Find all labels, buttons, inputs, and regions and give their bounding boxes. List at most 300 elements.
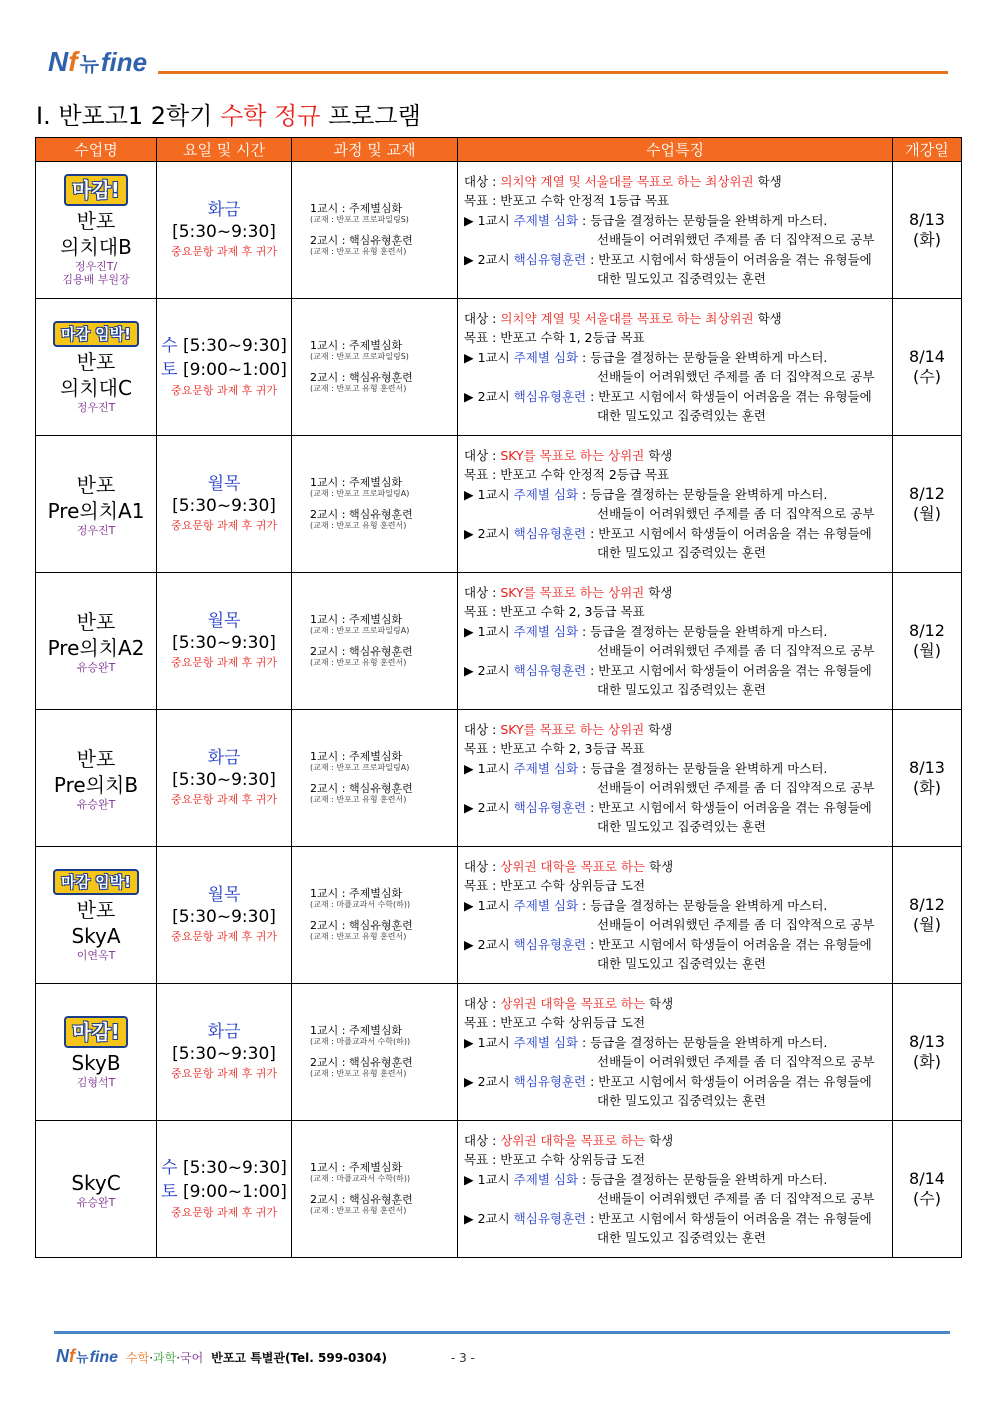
feature-goal: 목표 : 반포고 수학 상위등급 도전 [464, 1152, 646, 1167]
feature-lesson1 [464, 211, 892, 231]
teacher-name: 유승완T [76, 1195, 116, 1209]
lesson2-highlight: 핵심유형훈련 [513, 1210, 587, 1226]
target-label: 대상 : [464, 995, 501, 1011]
start-date: 8/14 [909, 347, 945, 366]
lesson2-textbook: (교재 : 반포고 유형 훈련서) [310, 1069, 407, 1078]
target-highlight: 상위권 대학을 목표로 하는 [500, 858, 646, 874]
page-header [44, 44, 948, 80]
subject-dot: · [176, 1351, 181, 1365]
class-name-line1: 반포 [76, 472, 116, 497]
class-day: 수 [161, 336, 178, 356]
features-cell [458, 436, 893, 573]
lesson1-text: : 등급을 결정하는 문항들을 완벽하게 마스터. [578, 623, 828, 639]
lesson2-highlight: 핵심유형훈련 [513, 525, 587, 541]
lesson2-highlight: 핵심유형훈련 [513, 662, 587, 678]
target-highlight: SKY를 목표로 하는 상위권 [500, 721, 645, 737]
footer-logo-korean: 뉴 [76, 1351, 89, 1366]
col-header-course: 과정 및 교재 [292, 138, 458, 162]
homework-note: 중요문항 과제 후 귀가 [170, 1206, 278, 1219]
target-label: 대상 : [464, 721, 501, 737]
feature-lesson2 [464, 250, 892, 270]
lesson1-textbook: (교재 : 반포고 프로파일링A) [310, 626, 410, 635]
target-suffix: 학생 [644, 584, 673, 600]
lesson2-title: 2교시 : 핵심유형훈련 [310, 1193, 413, 1206]
class-cell [36, 710, 157, 847]
class-name-line2: Pre의치B [53, 772, 139, 797]
closing-badge: 마감! [64, 1016, 128, 1048]
lesson1-title: 1교시 : 주제별심화 [310, 339, 403, 352]
teacher-name: 정우진T/ [74, 260, 118, 273]
feature-lesson2 [464, 1072, 892, 1092]
class-name-line1: SkyC [71, 1170, 121, 1195]
class-name-line1: 반포 [76, 609, 116, 634]
features-cell [458, 162, 893, 299]
class-name-line1: 반포 [76, 897, 116, 922]
lesson2-text: : 반포고 시험에서 학생들이 어려움을 겪는 유형들에 [586, 388, 872, 404]
lesson1-textbook: (교재 : 반포고 프로파일링S) [310, 215, 409, 224]
lesson2-title: 2교시 : 핵심유형훈련 [310, 371, 413, 384]
lesson2-highlight: 핵심유형훈련 [513, 251, 587, 267]
class-cell [36, 299, 157, 436]
table-row [36, 299, 962, 436]
footer-branch: 반포고 특별관(Tel. 599-0304) [211, 1351, 387, 1365]
target-suffix: 학생 [644, 447, 673, 463]
class-cell [36, 436, 157, 573]
feature-lesson2-cont: 대한 밀도있고 집중력있는 훈련 [597, 1230, 766, 1245]
brand-logo [48, 46, 147, 78]
lesson2-title: 2교시 : 핵심유형훈련 [310, 508, 413, 521]
schedule-cell [157, 162, 292, 299]
homework-note: 중요문항 과제 후 귀가 [170, 384, 278, 397]
lesson2-text: : 반포고 시험에서 학생들이 어려움을 겪는 유형들에 [586, 525, 872, 541]
class-day: 수 [161, 1158, 178, 1178]
lesson1-label: ▶ 1교시 [464, 897, 514, 913]
class-name-line2: 의치대B [60, 235, 132, 259]
class-time: [5:30~9:30] [177, 336, 287, 356]
col-header-start: 개강일 [893, 138, 962, 162]
feature-lesson2-cont: 대한 밀도있고 집중력있는 훈련 [597, 956, 766, 971]
feature-lesson2 [464, 1209, 892, 1229]
lesson1-textbook: (교재 : 마플교과서 수학(하)) [310, 1174, 411, 1183]
schedule-cell [157, 710, 292, 847]
closing-badge: 마감! [64, 174, 128, 206]
target-highlight: 의치약 계열 및 서울대를 목표로 하는 최상위권 [500, 310, 754, 326]
class-cell [36, 573, 157, 710]
target-highlight: 의치약 계열 및 서울대를 목표로 하는 최상위권 [500, 173, 754, 189]
lesson2-text: : 반포고 시험에서 학생들이 어려움을 겪는 유형들에 [586, 799, 872, 815]
class-name-line1: 반포 [76, 209, 116, 233]
lesson1-highlight: 주제별 심화 [513, 623, 579, 639]
start-cell [893, 436, 962, 573]
feature-lesson1 [464, 759, 892, 779]
lesson1-highlight: 주제별 심화 [513, 349, 579, 365]
feature-target [464, 1131, 892, 1151]
col-header-class: 수업명 [36, 138, 157, 162]
lesson1-highlight: 주제별 심화 [513, 760, 579, 776]
feature-goal: 목표 : 반포고 수학 2, 3등급 목표 [464, 604, 645, 619]
schedule-cell [157, 1121, 292, 1258]
start-date: 8/13 [909, 1032, 945, 1051]
table-row [36, 710, 962, 847]
class-name-line2: 의치대C [60, 375, 132, 400]
lesson1-title: 1교시 : 주제별심화 [310, 1024, 403, 1037]
lesson2-text: : 반포고 시험에서 학생들이 어려움을 겪는 유형들에 [586, 251, 872, 267]
lesson2-label: ▶ 2교시 [464, 388, 514, 404]
features-cell [458, 299, 893, 436]
target-highlight: 상위권 대학을 목표로 하는 [500, 1132, 646, 1148]
lesson1-highlight: 주제별 심화 [513, 486, 579, 502]
start-date: 8/13 [909, 210, 945, 229]
lesson2-highlight: 핵심유형훈련 [513, 388, 587, 404]
table-row [36, 436, 962, 573]
features-cell [458, 710, 893, 847]
feature-lesson1-cont: 선배들이 어려워했던 주제를 좀 더 집약적으로 공부 [597, 780, 875, 795]
target-highlight: SKY를 목표로 하는 상위권 [500, 584, 645, 600]
lesson1-text: : 등급을 결정하는 문항들을 완벽하게 마스터. [578, 349, 828, 365]
lesson2-highlight: 핵심유형훈련 [513, 799, 587, 815]
class-day: 월목 [207, 474, 241, 494]
class-time: [5:30~9:30] [172, 496, 276, 516]
lesson2-title: 2교시 : 핵심유형훈련 [310, 782, 413, 795]
feature-target [464, 857, 892, 877]
feature-lesson2-cont: 대한 밀도있고 집중력있는 훈련 [597, 408, 766, 423]
course-cell [292, 573, 458, 710]
footer-logo-n: N [56, 1346, 69, 1366]
feature-lesson1 [464, 896, 892, 916]
homework-note: 중요문항 과제 후 귀가 [170, 245, 278, 258]
target-suffix: 학생 [645, 858, 674, 874]
feature-lesson2 [464, 661, 892, 681]
lesson1-title: 1교시 : 주제별심화 [310, 202, 403, 215]
lesson1-highlight: 주제별 심화 [513, 212, 579, 228]
start-date: 8/12 [909, 895, 945, 914]
lesson2-textbook: (교재 : 반포고 유형 훈련서) [310, 658, 407, 667]
class-cell [36, 984, 157, 1121]
title-prefix: Ⅰ. 반포고1 2학기 [36, 102, 221, 130]
lesson2-label: ▶ 2교시 [464, 1073, 514, 1089]
lesson1-label: ▶ 1교시 [464, 486, 514, 502]
target-suffix: 학생 [645, 1132, 674, 1148]
col-header-schedule: 요일 및 시간 [157, 138, 292, 162]
target-suffix: 학생 [645, 995, 674, 1011]
class-time: [5:30~9:30] [172, 770, 276, 790]
lesson2-text: : 반포고 시험에서 학생들이 어려움을 겪는 유형들에 [586, 1073, 872, 1089]
lesson1-highlight: 주제별 심화 [513, 1171, 579, 1187]
feature-target [464, 172, 892, 192]
course-cell [292, 436, 458, 573]
feature-lesson1-cont: 선배들이 어려워했던 주제를 좀 더 집약적으로 공부 [597, 643, 875, 658]
footer-subjects [126, 1349, 203, 1366]
lesson2-textbook: (교재 : 반포고 유형 훈련서) [310, 795, 407, 804]
teacher-name: 유승완T [76, 797, 116, 811]
class-name-line1: 반포 [76, 349, 116, 374]
feature-lesson2 [464, 387, 892, 407]
feature-target [464, 994, 892, 1014]
class-name-line2: Pre의치A2 [47, 635, 145, 660]
start-weekday: (화) [913, 230, 941, 249]
class-day: 토 [161, 360, 178, 380]
feature-lesson2 [464, 935, 892, 955]
feature-lesson1 [464, 1033, 892, 1053]
start-weekday: (수) [913, 367, 941, 386]
target-label: 대상 : [464, 173, 501, 189]
start-weekday: (월) [913, 504, 941, 523]
lesson2-highlight: 핵심유형훈련 [513, 1073, 587, 1089]
lesson1-label: ▶ 1교시 [464, 1034, 514, 1050]
feature-lesson2 [464, 524, 892, 544]
feature-goal: 목표 : 반포고 수학 1, 2등급 목표 [464, 330, 645, 345]
lesson2-title: 2교시 : 핵심유형훈련 [310, 919, 413, 932]
feature-lesson2-cont: 대한 밀도있고 집중력있는 훈련 [597, 545, 766, 560]
class-name-line2: SkyA [71, 923, 121, 948]
course-cell [292, 1121, 458, 1258]
start-cell [893, 1121, 962, 1258]
feature-lesson2-cont: 대한 밀도있고 집중력있는 훈련 [597, 682, 766, 697]
lesson1-highlight: 주제별 심화 [513, 897, 579, 913]
page-title [36, 96, 421, 131]
schedule-line [157, 1156, 291, 1180]
homework-note: 중요문항 과제 후 귀가 [170, 930, 278, 943]
page-footer [56, 1346, 475, 1367]
lesson1-title: 1교시 : 주제별심화 [310, 476, 403, 489]
lesson1-text: : 등급을 결정하는 문항들을 완벽하게 마스터. [578, 897, 828, 913]
table-row [36, 984, 962, 1121]
lesson1-textbook: (교재 : 반포고 프로파일링A) [310, 763, 410, 772]
homework-note: 중요문항 과제 후 귀가 [170, 1067, 278, 1080]
subject-science: 과학 [153, 1351, 177, 1365]
class-cell [36, 162, 157, 299]
title-suffix: 프로그램 [320, 102, 421, 130]
feature-lesson1 [464, 622, 892, 642]
feature-target [464, 309, 892, 329]
lesson1-textbook: (교재 : 마플교과서 수학(하)) [310, 900, 411, 909]
course-cell [292, 984, 458, 1121]
lesson2-textbook: (교재 : 반포고 유형 훈련서) [310, 384, 407, 393]
start-cell [893, 984, 962, 1121]
feature-goal: 목표 : 반포고 수학 2, 3등급 목표 [464, 741, 645, 756]
feature-lesson1 [464, 1170, 892, 1190]
features-cell [458, 984, 893, 1121]
lesson1-textbook: (교재 : 마플교과서 수학(하)) [310, 1037, 411, 1046]
logo-korean: 뉴 [79, 52, 99, 76]
homework-note: 중요문항 과제 후 귀가 [170, 519, 278, 532]
schedule-cell [157, 847, 292, 984]
table-row [36, 162, 962, 299]
lesson1-label: ▶ 1교시 [464, 623, 514, 639]
features-cell [458, 1121, 893, 1258]
class-cell [36, 1121, 157, 1258]
lesson1-title: 1교시 : 주제별심화 [310, 613, 403, 626]
start-cell [893, 162, 962, 299]
subject-math: 수학 [126, 1351, 150, 1365]
logo-f: f [68, 46, 78, 77]
subject-korean: 국어 [180, 1351, 204, 1365]
class-name-line2: Pre의치A1 [47, 498, 145, 523]
feature-lesson1-cont: 선배들이 어려워했던 주제를 좀 더 집약적으로 공부 [597, 1191, 875, 1206]
teacher-name: 정우진T [76, 523, 116, 537]
start-weekday: (월) [913, 915, 941, 934]
class-time: [9:00~1:00] [177, 360, 287, 380]
lesson2-label: ▶ 2교시 [464, 1210, 514, 1226]
target-label: 대상 : [464, 1132, 501, 1148]
lesson2-label: ▶ 2교시 [464, 662, 514, 678]
lesson1-text: : 등급을 결정하는 문항들을 완벽하게 마스터. [578, 1171, 828, 1187]
lesson2-title: 2교시 : 핵심유형훈련 [310, 1056, 413, 1069]
lesson2-highlight: 핵심유형훈련 [513, 936, 587, 952]
class-day: 화금 [207, 200, 241, 220]
homework-note: 중요문항 과제 후 귀가 [170, 656, 278, 669]
feature-target [464, 583, 892, 603]
schedule-cell [157, 573, 292, 710]
homework-note: 중요문항 과제 후 귀가 [170, 793, 278, 806]
target-label: 대상 : [464, 858, 501, 874]
target-highlight: SKY를 목표로 하는 상위권 [500, 447, 645, 463]
class-time: [5:30~9:30] [177, 1158, 287, 1178]
feature-lesson1-cont: 선배들이 어려워했던 주제를 좀 더 집약적으로 공부 [597, 369, 875, 384]
schedule-cell [157, 984, 292, 1121]
footer-divider [54, 1331, 950, 1334]
lesson2-text: : 반포고 시험에서 학생들이 어려움을 겪는 유형들에 [586, 936, 872, 952]
closing-badge: 마감 임박! [53, 869, 139, 895]
lesson1-title: 1교시 : 주제별심화 [310, 887, 403, 900]
footer-logo-fine: fine [89, 1349, 119, 1366]
lesson2-label: ▶ 2교시 [464, 936, 514, 952]
target-suffix: 학생 [644, 721, 673, 737]
lesson1-title: 1교시 : 주제별심화 [310, 1161, 403, 1174]
feature-target [464, 720, 892, 740]
target-highlight: 상위권 대학을 목표로 하는 [500, 995, 646, 1011]
lesson2-text: : 반포고 시험에서 학생들이 어려움을 겪는 유형들에 [586, 662, 872, 678]
feature-lesson1-cont: 선배들이 어려워했던 주제를 좀 더 집약적으로 공부 [597, 917, 875, 932]
start-weekday: (화) [913, 778, 941, 797]
lesson1-text: : 등급을 결정하는 문항들을 완벽하게 마스터. [578, 1034, 828, 1050]
feature-goal: 목표 : 반포고 수학 상위등급 도전 [464, 1015, 646, 1030]
feature-lesson1-cont: 선배들이 어려워했던 주제를 좀 더 집약적으로 공부 [597, 232, 875, 247]
feature-lesson2-cont: 대한 밀도있고 집중력있는 훈련 [597, 1093, 766, 1108]
lesson2-text: : 반포고 시험에서 학생들이 어려움을 겪는 유형들에 [586, 1210, 872, 1226]
teacher-name: 정우진T [76, 400, 116, 414]
title-highlight: 수학 정규 [220, 102, 321, 130]
table-row [36, 573, 962, 710]
schedule-cell [157, 299, 292, 436]
program-table [35, 137, 962, 1258]
lesson2-textbook: (교재 : 반포고 유형 훈련서) [310, 932, 407, 941]
teacher-name-2: 김용배 부원장 [62, 273, 130, 286]
header-divider [158, 71, 948, 74]
lesson2-textbook: (교재 : 반포고 유형 훈련서) [310, 1206, 407, 1215]
lesson1-text: : 등급을 결정하는 문항들을 완벽하게 마스터. [578, 212, 828, 228]
start-cell [893, 710, 962, 847]
start-weekday: (월) [913, 641, 941, 660]
lesson1-textbook: (교재 : 반포고 프로파일링S) [310, 352, 409, 361]
features-cell [458, 847, 893, 984]
class-cell [36, 847, 157, 984]
lesson1-text: : 등급을 결정하는 문항들을 완벽하게 마스터. [578, 760, 828, 776]
page-number: - 3 - [450, 1351, 475, 1365]
class-time: [5:30~9:30] [172, 633, 276, 653]
feature-lesson1-cont: 선배들이 어려워했던 주제를 좀 더 집약적으로 공부 [597, 1054, 875, 1069]
lesson2-label: ▶ 2교시 [464, 525, 514, 541]
lesson1-textbook: (교재 : 반포고 프로파일링A) [310, 489, 410, 498]
feature-lesson2-cont: 대한 밀도있고 집중력있는 훈련 [597, 271, 766, 286]
teacher-name: 김형석T [76, 1075, 116, 1089]
lesson1-highlight: 주제별 심화 [513, 1034, 579, 1050]
feature-lesson1 [464, 485, 892, 505]
schedule-line [157, 358, 291, 382]
start-weekday: (화) [913, 1052, 941, 1071]
course-cell [292, 162, 458, 299]
logo-fine: fine [100, 47, 148, 77]
start-cell [893, 299, 962, 436]
start-date: 8/14 [909, 1169, 945, 1188]
class-name-line1: SkyB [71, 1050, 121, 1075]
lesson2-textbook: (교재 : 반포고 유형 훈련서) [310, 247, 407, 256]
features-cell [458, 573, 893, 710]
start-date: 8/12 [909, 621, 945, 640]
feature-lesson1 [464, 348, 892, 368]
class-day: 월목 [207, 611, 241, 631]
feature-goal: 목표 : 반포고 수학 안정적 1등급 목표 [464, 193, 670, 208]
start-cell [893, 847, 962, 984]
start-date: 8/13 [909, 758, 945, 777]
logo-n: N [48, 46, 69, 77]
course-cell [292, 710, 458, 847]
lesson2-title: 2교시 : 핵심유형훈련 [310, 234, 413, 247]
lesson1-label: ▶ 1교시 [464, 760, 514, 776]
schedule-line [157, 334, 291, 358]
target-label: 대상 : [464, 310, 501, 326]
target-label: 대상 : [464, 447, 501, 463]
lesson1-text: : 등급을 결정하는 문항들을 완벽하게 마스터. [578, 486, 828, 502]
target-label: 대상 : [464, 584, 501, 600]
lesson1-title: 1교시 : 주제별심화 [310, 750, 403, 763]
class-time: [5:30~9:30] [172, 222, 276, 242]
col-header-features: 수업특징 [458, 138, 893, 162]
lesson1-label: ▶ 1교시 [464, 349, 514, 365]
feature-lesson1-cont: 선배들이 어려워했던 주제를 좀 더 집약적으로 공부 [597, 506, 875, 521]
start-date: 8/12 [909, 484, 945, 503]
schedule-cell [157, 436, 292, 573]
table-header-row [36, 138, 962, 162]
subject-dot: · [149, 1351, 154, 1365]
teacher-name: 이연옥T [76, 948, 116, 962]
class-time: [9:00~1:00] [177, 1182, 287, 1202]
class-day: 화금 [207, 748, 241, 768]
feature-lesson2 [464, 798, 892, 818]
lesson2-label: ▶ 2교시 [464, 799, 514, 815]
target-suffix: 학생 [753, 173, 782, 189]
closing-badge: 마감 임박! [53, 321, 139, 347]
feature-goal: 목표 : 반포고 수학 상위등급 도전 [464, 878, 646, 893]
class-name-line1: 반포 [76, 746, 116, 771]
class-day: 화금 [207, 1022, 241, 1042]
class-time: [5:30~9:30] [172, 907, 276, 927]
schedule-line [157, 1180, 291, 1204]
feature-lesson2-cont: 대한 밀도있고 집중력있는 훈련 [597, 819, 766, 834]
table-row [36, 1121, 962, 1258]
feature-target [464, 446, 892, 466]
class-day: 월목 [207, 885, 241, 905]
feature-goal: 목표 : 반포고 수학 안정적 2등급 목표 [464, 467, 670, 482]
lesson2-title: 2교시 : 핵심유형훈련 [310, 645, 413, 658]
target-suffix: 학생 [753, 310, 782, 326]
start-cell [893, 573, 962, 710]
class-day: 토 [161, 1182, 178, 1202]
lesson1-label: ▶ 1교시 [464, 1171, 514, 1187]
lesson2-textbook: (교재 : 반포고 유형 훈련서) [310, 521, 407, 530]
footer-logo-f: f [69, 1346, 75, 1366]
teacher-name: 유승완T [76, 660, 116, 674]
